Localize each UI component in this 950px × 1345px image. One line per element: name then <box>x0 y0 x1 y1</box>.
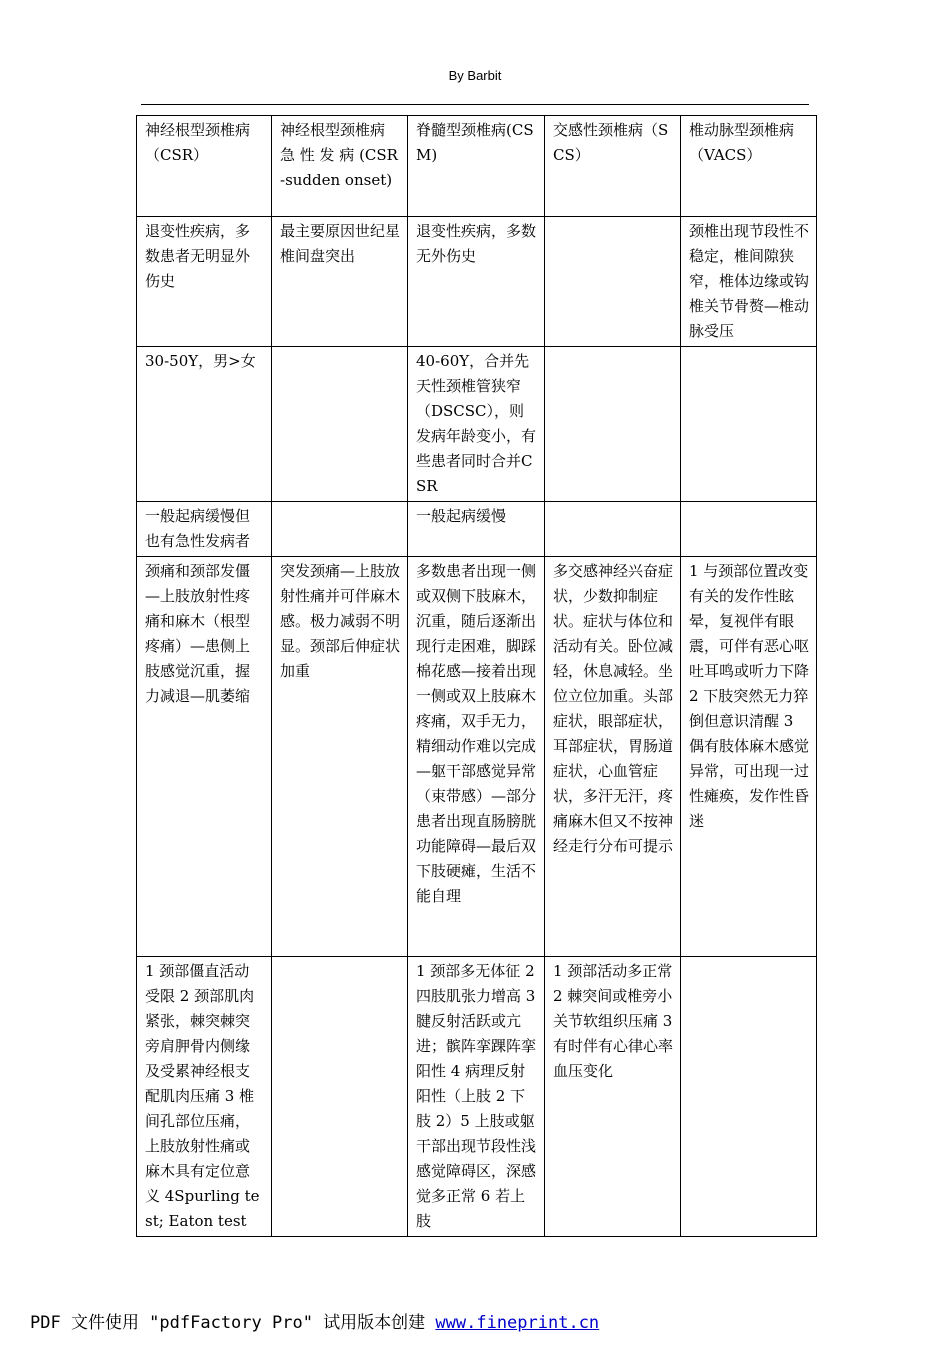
table-cell: 颈椎出现节段性不稳定，椎间隙狭窄，椎体边缘或钩椎关节骨赘—椎动脉受压 <box>681 217 817 347</box>
table-row <box>137 557 817 957</box>
table-cell: 1 颈部多无体征 2 四肢肌张力增高 3 腱反射活跃或亢进；髌阵挛踝阵挛阳性 4 病理反射阳性（上肢 2 下肢 2）5 上肢或躯干部出现节段性浅感觉障碍区，深感觉多正常 6 若上肢 <box>408 957 545 1237</box>
table-cell: 脊髓型颈椎病(CSM) <box>408 116 545 217</box>
table-cell <box>272 347 408 502</box>
table-cell: 1 颈部僵直活动受限 2 颈部肌肉紧张，棘突棘突旁肩胛骨内侧缘及受累神经根支配肌肉压痛 3 椎间孔部位压痛，上肢放射性痛或麻木具有定位意义 4Spurling test; Eaton test <box>137 957 272 1237</box>
table-cell <box>272 957 408 1237</box>
table-cell: 神经根型颈椎病（CSR） <box>137 116 272 217</box>
table-cell: 突发颈痛—上肢放射性痛并可伴麻木感。极力减弱不明显。颈部后伸症状加重 <box>272 557 408 957</box>
table-cell: 退变性疾病，多数患者无明显外伤史 <box>137 217 272 347</box>
table-row <box>137 502 817 557</box>
table-cell <box>545 502 681 557</box>
table-cell: 一般起病缓慢但也有急性发病者 <box>137 502 272 557</box>
table-row <box>137 116 817 217</box>
table-cell: 椎动脉型颈椎病（VACS） <box>681 116 817 217</box>
table-cell: 交感性颈椎病（SCS） <box>545 116 681 217</box>
comparison-table <box>136 115 817 1237</box>
table-cell <box>272 502 408 557</box>
table-cell: 40-60Y，合并先天性颈椎管狭窄（DSCSC），则发病年龄变小，有些患者同时合并CSR <box>408 347 545 502</box>
table-cell: 最主要原因世纪星椎间盘突出 <box>272 217 408 347</box>
table-cell <box>681 502 817 557</box>
table-cell: 1 与颈部位置改变有关的发作性眩晕，复视伴有眼震，可伴有恶心呕吐耳鸣或听力下降 2 下肢突然无力猝倒但意识清醒 3 偶有肢体麻木感觉异常，可出现一过性瘫痪，发作性昏迷 <box>681 557 817 957</box>
pdf-footer <box>30 1308 599 1333</box>
table-cell: 多数患者出现一侧或双侧下肢麻木，沉重，随后逐渐出现行走困难，脚踩棉花感—接着出现一侧或双上肢麻木疼痛，双手无力，精细动作难以完成—躯干部感觉异常（束带感）—部分患者出现直肠膀胱功能障碍—最后双下肢硬瘫，生活不能自理 <box>408 557 545 957</box>
table-cell: 30-50Y，男>女 <box>137 347 272 502</box>
table-cell <box>545 217 681 347</box>
table-cell: 神经根型颈椎病 急 性 发 病 (CSR-sudden onset) <box>272 116 408 217</box>
table-cell: 1 颈部活动多正常 2 棘突间或椎旁小关节软组织压痛 3 有时伴有心律心率血压变化 <box>545 957 681 1237</box>
footer-text: PDF 文件使用 "pdfFactory Pro" 试用版本创建 <box>30 1313 436 1333</box>
fineprint-link[interactable]: www.fineprint.cn <box>435 1313 600 1333</box>
header-rule <box>141 104 809 105</box>
table-cell: 颈痛和颈部发僵—上肢放射性疼痛和麻木（根型疼痛）—患侧上肢感觉沉重，握力减退—肌萎缩 <box>137 557 272 957</box>
table-cell: 多交感神经兴奋症状，少数抑制症状。症状与体位和活动有关。卧位减轻，休息减轻。坐位立位加重。头部症状，眼部症状，耳部症状，胃肠道症状，心血管症状，多汗无汗，疼痛麻木但又不按神经走行分布可提示 <box>545 557 681 957</box>
table-cell: 退变性疾病，多数无外伤史 <box>408 217 545 347</box>
page-header: By Barbit <box>448 68 502 83</box>
table-cell <box>681 347 817 502</box>
table-row <box>137 347 817 502</box>
table-cell <box>681 957 817 1237</box>
table-row <box>137 957 817 1237</box>
table-row <box>137 217 817 347</box>
table-cell: 一般起病缓慢 <box>408 502 545 557</box>
table-cell <box>545 347 681 502</box>
